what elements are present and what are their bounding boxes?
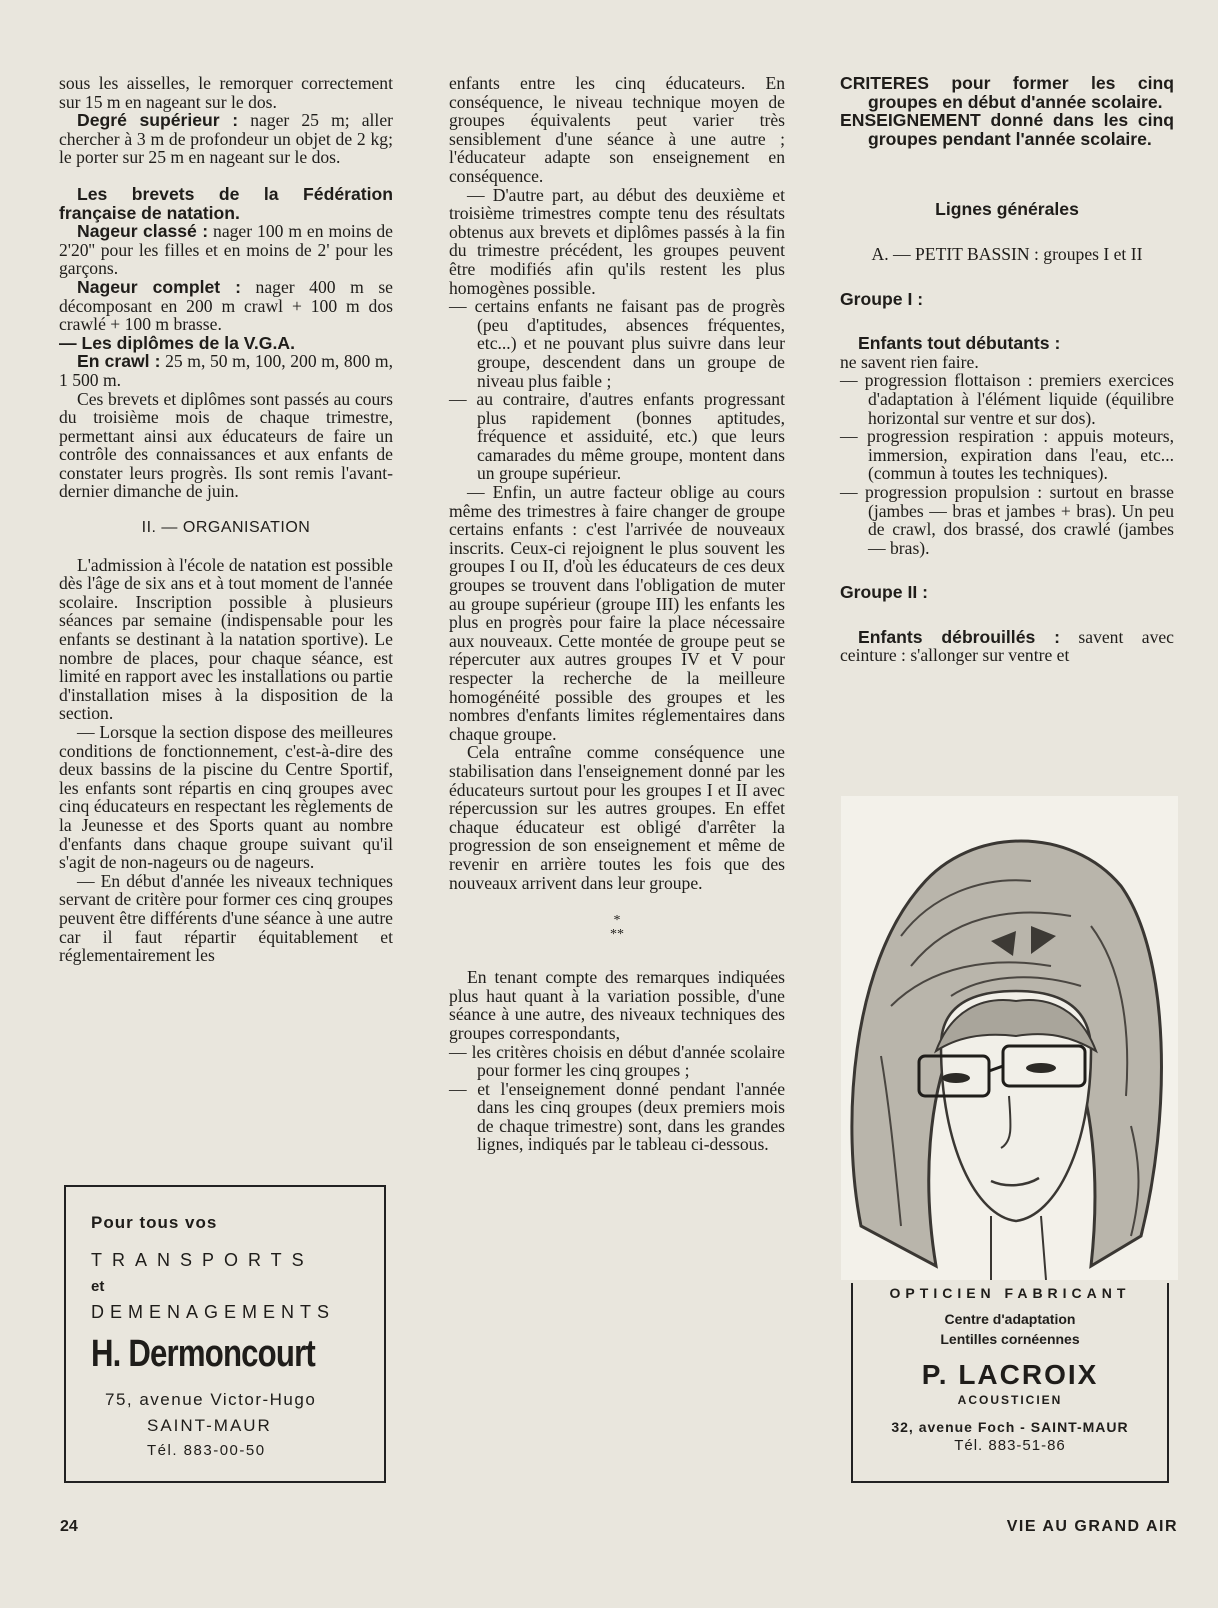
advertisement-optician — [851, 1283, 1169, 1483]
ad-et: et — [91, 1278, 105, 1295]
optician-name: P. LACROIX — [921, 1359, 1099, 1390]
paragraph-text: 25 m, 50 m, 100, 200 m, 800 m, 1 500 m. — [59, 351, 393, 390]
paragraph — [59, 111, 393, 167]
paragraph — [449, 186, 785, 298]
paragraph-text: Cela entraîne comme conséquence une stabilisation dans l'enseignement donné par les éducateurs surtout pour les groupes I et II avec répercussion sur les autres groupes. En effet chaque éducateur est obligé d'arrêter la progression de son enseignement et même de revenir en arrière toutes les fois que des nouveaux arrivent dans leur groupe. — [449, 742, 785, 893]
paragraph-lead: — Les diplômes de la V.G.A. — [59, 332, 295, 353]
paragraph-text: — progression propulsion : surtout en brasse (jambes — bras et jambes + bras). Un peu de crawl, dos brassé, dos crawlé (jambes — bras). — [840, 481, 1174, 558]
paragraph — [840, 200, 1174, 219]
paragraph-text: — En début d'année les niveaux techniques servant de critère pour former ces cinq groupes peuvent être différents d'une séance à une autre car il faut répartir équitablement et réglementairement les — [59, 870, 393, 966]
paragraph — [449, 390, 785, 483]
woman-with-glasses-illustration — [841, 796, 1178, 1280]
paragraph — [840, 371, 1174, 427]
page-number: 24 — [60, 1518, 78, 1535]
optician-service-2: Lentilles cornéennes — [940, 1331, 1080, 1347]
spacer — [840, 148, 1174, 174]
paragraph — [59, 519, 393, 538]
ad-city: SAINT-MAUR — [147, 1416, 272, 1435]
paragraph-text: — et l'enseignement donné pendant l'année dans les cinq groupes (deux premiers mois de chaque trimestre) sont, dans les grandes lignes, indiqués par le tableau ci-dessous. — [449, 1078, 785, 1155]
paragraph-text: ne savent rien faire. — [840, 351, 979, 372]
paragraph — [840, 628, 1174, 665]
paragraph-lead: Degré supérieur : — [77, 110, 239, 131]
optician-address: 32, avenue Foch - SAINT-MAUR — [891, 1419, 1129, 1435]
optician-phone: Tél. 883-51-86 — [954, 1437, 1066, 1454]
paragraph — [840, 74, 1174, 111]
paragraph-text: — Lorsque la section dispose des meilleures conditions de fonctionnement, c'est-à-dire des deux bassins de la piscine du Centre Sportif, les enfants sont répartis en cinq groupes avec cinq éducateurs en respectant les règlements de la Jeunesse et des Sports quant au nombre d'enfants dans chaque groupe suivant qu'il s'agit de non-nageurs ou de nageurs. — [59, 722, 393, 873]
spacer — [840, 264, 1174, 290]
paragraph-text: Groupe II : — [840, 582, 928, 603]
publication-name: VIE AU GRAND AIR — [1006, 1518, 1178, 1535]
paragraph-text: savent avec ceinture : s'allonger sur ventre et — [840, 626, 1174, 666]
paragraph — [59, 872, 393, 965]
paragraph — [449, 74, 785, 186]
ad-phone: Tél. 883-00-50 — [147, 1442, 266, 1459]
paragraph-lead: Enfants débrouillés : — [858, 626, 1061, 647]
paragraph-lead: Enfants tout débutants : — [858, 333, 1061, 354]
paragraph-text: En tenant compte des remarques indiquées plus haut quant à la variation possible, d'une séance à une autre, des niveaux techniques des groupes correspondants, — [449, 967, 785, 1043]
paragraph-lead: Nageur complet : — [77, 276, 241, 297]
paragraph — [59, 74, 393, 111]
ad-demenagements-word: DEMENAGEMENTS — [91, 1302, 336, 1322]
ad-address: 75, avenue Victor-Hugo — [105, 1390, 317, 1409]
paragraph — [840, 334, 1174, 353]
paragraph-text: — D'autre part, au début des deuxième et troisième trimestres compte tenu des résultats obtenus aux brevets et diplômes passés à la fin du trimestre précédent, les groupes peuvent être modifiés afin qu'ils restent les plus homogènes possible. — [449, 184, 785, 298]
paragraph-text: sous les aisselles, le remorquer correctement sur 15 m en nageant sur le dos. — [59, 73, 393, 112]
paragraph-lead: Nageur classé : — [77, 221, 209, 242]
optician-title: ACOUSTICIEN — [957, 1393, 1063, 1407]
spacer — [59, 501, 393, 519]
paragraph-text: — progression respiration : appuis moteurs, immersion, expiration dans l'eau, etc... (commun à toutes les techniques). — [840, 426, 1174, 484]
advertisement-transports — [64, 1185, 386, 1483]
text-column-3 — [840, 74, 1174, 665]
paragraph — [840, 583, 1174, 602]
ad-intro: Pour tous vos — [91, 1213, 218, 1232]
paragraph — [449, 743, 785, 892]
paragraph — [840, 427, 1174, 483]
paragraph — [840, 290, 1174, 309]
paragraph-text: Les brevets de la Fédération française de natation. — [59, 183, 393, 223]
paragraph — [59, 352, 393, 389]
ad-transports-word: TRANSPORTS — [91, 1250, 314, 1270]
spacer — [840, 557, 1174, 583]
paragraph — [59, 556, 393, 723]
paragraph-text: enfants entre les cinq éducateurs. En conséquence, le niveau technique moyen de groupes équivalents peut varier très sensiblement d'une séance à une autre ; l'éducateur adapte son enseignement en conséquence. — [449, 73, 785, 186]
paragraph — [840, 353, 1174, 372]
paragraph — [449, 483, 785, 743]
paragraph — [59, 334, 393, 353]
paragraph-text: — progression flottaison : premiers exercices d'adaptation à l'élément liquide (équilibre horizontal sur ventre et sur dos). — [840, 370, 1174, 428]
paragraph-lead: En crawl : — [77, 351, 161, 372]
paragraph — [59, 723, 393, 872]
paragraph — [449, 968, 785, 1042]
paragraph — [449, 1080, 785, 1154]
spacer — [59, 538, 393, 556]
spacer — [840, 174, 1174, 200]
paragraph-text: — au contraire, d'autres enfants progressant plus rapidement (bonnes aptitudes, fréquence et assiduité, etc.) que leurs camarades du même groupe, montent dans un groupe supérieur. — [449, 389, 785, 484]
optician-heading: OPTICIEN FABRICANT — [889, 1285, 1131, 1301]
spacer — [840, 308, 1174, 334]
paragraph-text: — les critères choisis en début d'année scolaire pour former les cinq groupes ; — [449, 1041, 785, 1081]
paragraph — [59, 185, 393, 222]
section-separator-asterisks: * ** — [610, 913, 624, 943]
paragraph — [449, 1043, 785, 1080]
spacer — [840, 219, 1174, 245]
paragraph-text: Groupe I : — [840, 288, 924, 309]
optician-service-1: Centre d'adaptation — [944, 1311, 1076, 1327]
paragraph — [59, 222, 393, 278]
ad-company-name: H. Dermoncourt — [91, 1333, 315, 1375]
spacer — [59, 167, 393, 185]
paragraph-text: L'admission à l'école de natation est possible dès l'âge de six ans et à tout moment de l'année scolaire. Inscription possible à plusieurs séances par semaine (indispensable pour les enfants se destinant à la natation sportive). Le nombre de places, pour chaque séance, est limité en rapport avec les installations ou partie d'installation mises à la disposition de la section. — [59, 554, 393, 724]
paragraph — [449, 297, 785, 390]
paragraph-text: nager 25 m; aller chercher à 3 m de profondeur un objet de 2 kg; le porter sur 25 m en nageant sur le dos. — [59, 110, 393, 168]
paragraph-text: nager 100 m en moins de 2'20'' pour les filles et en moins de 2' pour les garçons. — [59, 221, 393, 279]
paragraph-text: ENSEIGNEMENT donné dans les cinq groupes pendant l'année scolaire. — [840, 110, 1174, 149]
paragraph — [840, 111, 1174, 148]
spacer — [840, 602, 1174, 628]
paragraph-text: Lignes générales — [935, 199, 1079, 220]
paragraph-text: — Enfin, un autre facteur oblige au cours même des trimestres à faire changer de groupe certains enfants : c'est l'arrivée de nouveaux inscrits. Ceux-ci rejoignent le plus souvent les groupes I ou II, d'où les éducateurs de ces deux groupes se trouvent dans l'obligation de muter au groupe supérieur (groupe III) les enfants les plus en progrès pour faire la place nécessaire aux nouveaux. Cette montée de groupe peut se répercuter aux autres groupes IV et V pour respecter la recherche de la meilleure homogénéité possible des groupes et les nombres d'enfants limites réglementaires dans chaque groupe. — [449, 482, 785, 744]
paragraph-text: nager 400 m se décomposant en 200 m crawl + 100 m dos crawlé + 100 m brasse. — [59, 276, 393, 335]
paragraph-text: II. — ORGANISATION — [141, 519, 311, 537]
paragraph-text: A. — PETIT BASSIN : groupes I et II — [871, 243, 1143, 264]
paragraph — [59, 278, 393, 334]
text-column-1 — [59, 74, 393, 965]
paragraph — [840, 483, 1174, 557]
paragraph-text: CRITERES pour former les cinq groupes en début d'année scolaire. — [840, 73, 1174, 112]
paragraph-text: — certains enfants ne faisant pas de progrès (peu d'aptitudes, absences fréquentes, etc...) et ne pouvant plus suivre dans leur groupe, descendent dans un groupe de niveau plus faible ; — [449, 296, 785, 391]
paragraph-text: Ces brevets et diplômes sont passés au cours du troisième mois de chaque trimestre, permettant ainsi aux éducateurs de faire un contrôle des connaissances et aux enfants de constater leurs progrès. Ils sont remis l'avant-dernier dimanche de juin. — [59, 388, 393, 502]
paragraph — [840, 245, 1174, 264]
text-column-2 — [449, 74, 785, 1154]
portrait-drawing — [841, 796, 1178, 1280]
paragraph — [59, 390, 393, 502]
